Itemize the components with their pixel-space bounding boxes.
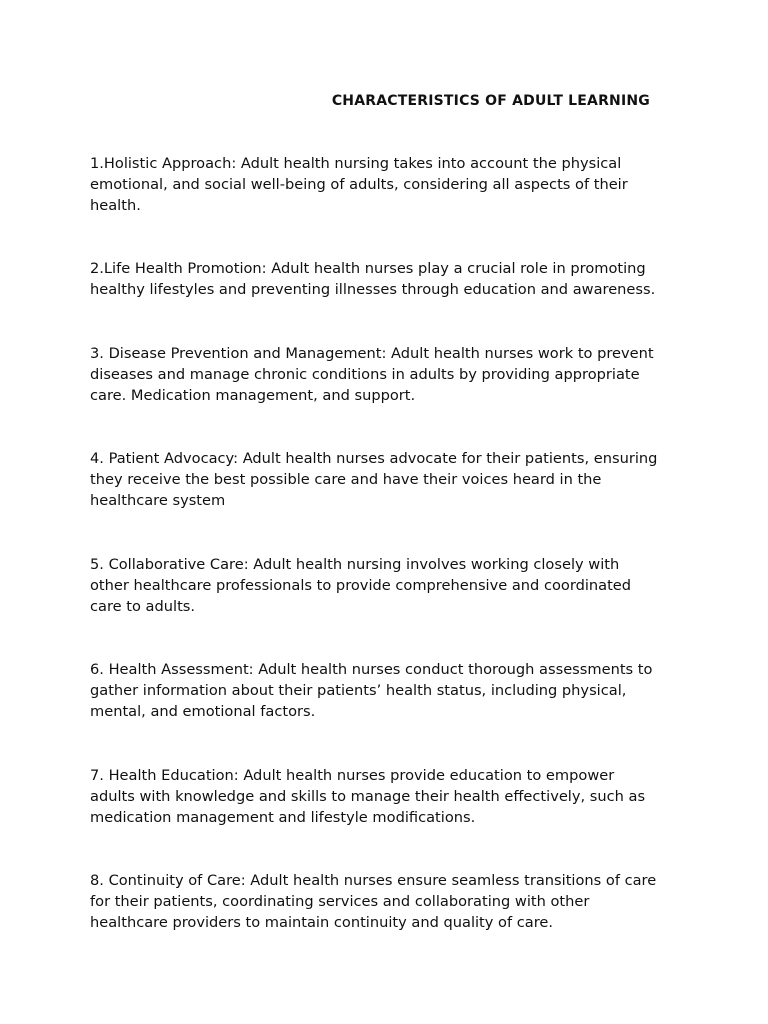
list-item: 4. Patient Advocacy: Adult health nurses advocate for their patients, ensuring they receive the best possible care and have their voices heard in the healthcare system [90, 450, 658, 509]
document-title: CHARACTERISTICS OF ADULT LEARNING [331, 93, 650, 109]
list-item: 7. Health Education: Adult health nurses provide education to empower adults with knowledge and skills to manage their health effectively, such as medication management and lifestyle modifications. [90, 767, 646, 826]
list-item: 6. Health Assessment: Adult health nurses conduct thorough assessments to gather information about their patients’ health status, including physical, mental, and emotional factors. [90, 661, 653, 720]
list-item: 8. Continuity of Care: Adult health nurses ensure seamless transitions of care for their patients, coordinating services and collaborating with other healthcare providers to maintain continuity and quality of care. [90, 872, 657, 931]
list-item: 1.Holistic Approach: Adult health nursing takes into account the physical emotional, and social well-being of adults, considering all aspects of their health. [90, 155, 628, 214]
list-item: 3. Disease Prevention and Management: Adult health nurses work to prevent diseases and manage chronic conditions in adults by providing appropriate care. Medication management, and support. [90, 345, 654, 404]
list-item: 5. Collaborative Care: Adult health nursing involves working closely with other healthcare professionals to provide comprehensive and coordinated care to adults. [90, 556, 632, 615]
list-item: 2.Life Health Promotion: Adult health nurses play a crucial role in promoting healthy lifestyles and preventing illnesses through education and awareness. [90, 260, 656, 298]
characteristics-list [90, 153, 680, 933]
